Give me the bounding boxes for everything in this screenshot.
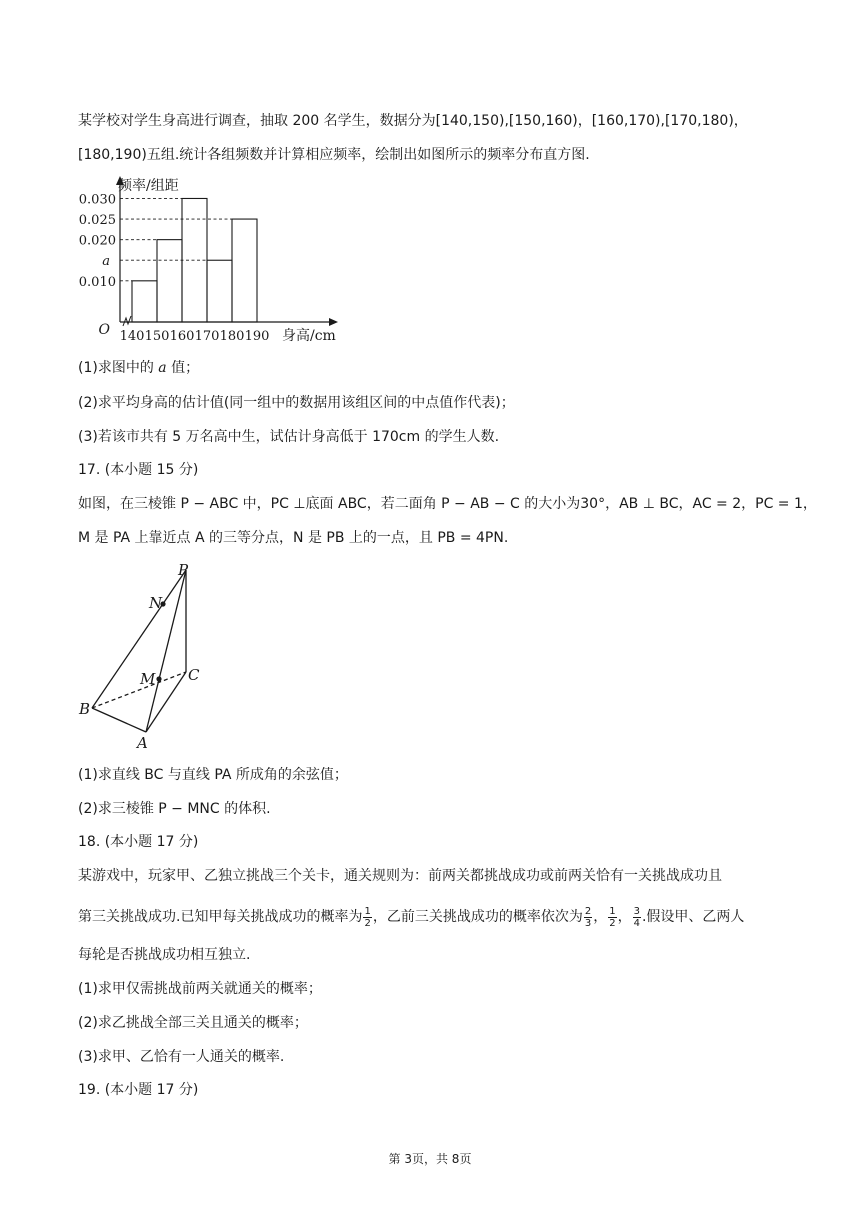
- problem18-text3: 每轮是否挑战成功相互独立.: [78, 947, 251, 963]
- problem18-text2c: .假设甲、乙两人: [641, 909, 745, 925]
- problem17-text1: 如图，在三棱锥 P − ABC 中，PC ⊥底面 ABC，若二面角 P − AB − C 的大小为30°，AB ⊥ BC，AC = 2，PC = 1，: [78, 496, 817, 512]
- problem18-text1: 某游戏中，玩家甲、乙独立挑战三个关卡，通关规则为：前两关都挑战成功或前两关恰有一关挑战成功且: [78, 868, 722, 884]
- edge-BC-hidden: [92, 672, 186, 708]
- x-axis-title: 身高/cm: [282, 328, 336, 344]
- problem17-text2: M 是 PA 上靠近点 A 的三等分点，N 是 PB 上的一点，且 PB = 4PN.: [78, 530, 509, 546]
- problem16-line1: 某学校对学生身高进行调查，抽取 200 名学生，数据分为[140,150),[150,160)，[160,170),[170,180)，: [78, 113, 748, 129]
- fraction-denominator: 3: [584, 917, 592, 929]
- fraction-numerator: 1: [364, 905, 371, 917]
- problem16-q2: (2)求平均身高的估计值(同一组中的数据用该组区间的中点值作代表)；: [78, 395, 515, 411]
- x-axis-arrow: [329, 318, 338, 326]
- problem16-q1-text: (1)求图中的: [78, 360, 154, 376]
- variable-a: a: [158, 360, 167, 376]
- histogram-bar: [207, 260, 232, 322]
- problem18-text2b: ，乙前三关挑战成功的概率依次为: [372, 909, 583, 925]
- histogram-bar: [132, 281, 157, 322]
- fraction-numerator: 2: [584, 905, 592, 917]
- histogram-bar: [157, 240, 182, 322]
- problem18-q3: (3)求甲、乙恰有一人通关的概率.: [78, 1049, 285, 1065]
- y-tick-label: 0.020: [78, 233, 116, 249]
- problem17-q2: (2)求三棱锥 P − MNC 的体积.: [78, 801, 271, 817]
- label-A: A: [137, 734, 148, 750]
- label-C: C: [188, 666, 200, 684]
- edge-AB: [92, 708, 146, 732]
- label-N: N: [149, 594, 163, 612]
- histogram-bar: [232, 219, 257, 322]
- y-tick-label: a: [102, 254, 110, 270]
- fraction-denominator: 4: [633, 917, 640, 929]
- fraction-denominator: 2: [609, 917, 616, 929]
- problem18-text2a: 第三关挑战成功.已知甲每关挑战成功的概率为: [78, 909, 363, 925]
- point-M: [156, 676, 161, 681]
- problem18-q2: (2)求乙挑战全部三关且通关的概率；: [78, 1015, 308, 1031]
- problem17-q1: (1)求直线 BC 与直线 PA 所成角的余弦值；: [78, 767, 348, 783]
- problem18-q1: (1)求甲仅需挑战前两关就通关的概率；: [78, 981, 322, 997]
- origin-label: O: [98, 322, 110, 338]
- fraction-three-quarters: [633, 906, 641, 929]
- fraction-one-half-b: [608, 906, 616, 929]
- problem16-q3: (3)若该市共有 5 万名高中生，试估计身高低于 170cm 的学生人数.: [78, 429, 500, 445]
- problem18-text2: [78, 905, 744, 929]
- y-axis-title: 频率/组距: [118, 178, 179, 194]
- problem16-q1: [78, 358, 199, 378]
- fraction-denominator: 2: [364, 917, 371, 929]
- x-tick-label: 170: [194, 329, 220, 344]
- edge-BP: [92, 570, 186, 708]
- label-B: B: [79, 700, 91, 718]
- fraction-one-half: [363, 906, 371, 929]
- x-tick-label: 190: [244, 329, 270, 344]
- page-footer: 第 3页，共 8页: [388, 1152, 472, 1166]
- problem17-header: 17. (本小题 15 分): [78, 462, 199, 478]
- label-P: P: [178, 561, 189, 579]
- separator: ，: [617, 909, 632, 925]
- frequency-histogram: [70, 176, 340, 344]
- y-tick-label: 0.030: [78, 192, 116, 208]
- fraction-two-thirds: [584, 906, 592, 929]
- label-M: M: [140, 670, 156, 688]
- problem19-header: 19. (本小题 17 分): [78, 1082, 199, 1098]
- y-tick-label: 0.010: [78, 274, 116, 290]
- axis-break-mark: [123, 316, 131, 326]
- problem16-q1-end: 值；: [171, 360, 200, 376]
- y-tick-label: 0.025: [78, 213, 116, 229]
- fraction-numerator: 1: [609, 905, 616, 917]
- separator: ，: [593, 909, 608, 925]
- problem18-header: 18. (本小题 17 分): [78, 834, 199, 850]
- fraction-numerator: 3: [633, 905, 640, 917]
- x-tick-label: 160: [169, 329, 195, 344]
- x-tick-label: 180: [219, 329, 245, 344]
- problem16-line2: [180,190)五组.统计各组频数并计算相应频率，绘制出如图所示的频率分布直方图.: [78, 147, 590, 163]
- x-tick-label: 140: [119, 329, 145, 344]
- x-tick-label: 150: [144, 329, 170, 344]
- pyramid-figure: [74, 560, 224, 750]
